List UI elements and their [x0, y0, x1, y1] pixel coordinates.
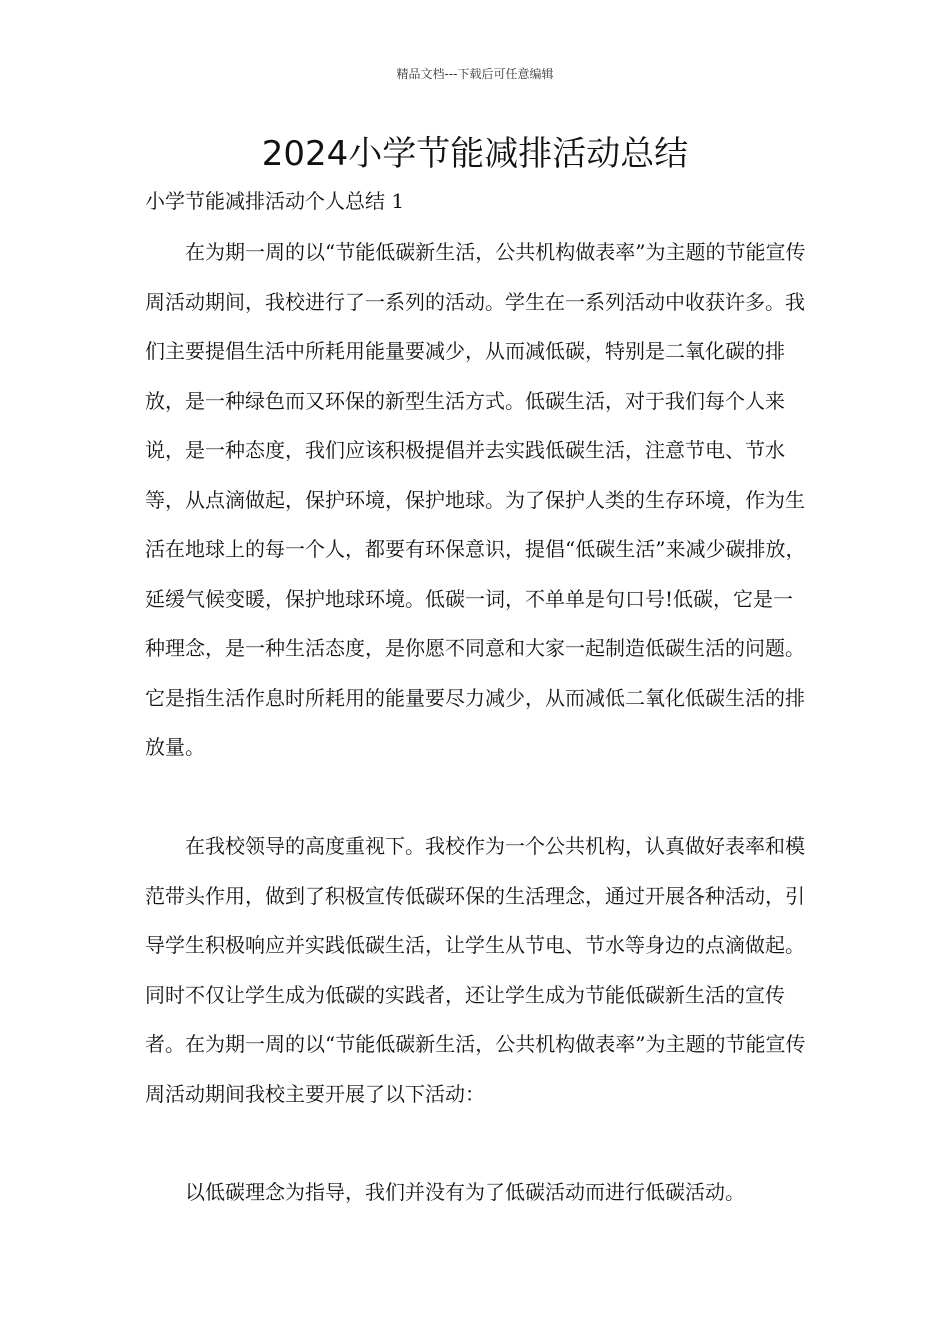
header-note: 精品文档---下载后可任意编辑	[396, 67, 554, 81]
paragraph-2: 在我校领导的高度重视下。我校作为一个公共机构，认真做好表率和模范带头作用，做到了积极宣传低碳环保的生活理念，通过开展各种活动，引导学生积极响应并实践低碳生活，让学生从节电、节水等身边的点滴做起。同时不仅让学生成为低碳的实践者，还让学生成为节能低碳新生活的宣传者。在为期一周的以“节能低碳新生活，公共机构做表率”为主题的节能宣传周活动期间我校主要开展了以下活动：	[145, 834, 806, 1106]
body-text	[145, 228, 807, 773]
section-subtitle: 小学节能减排活动个人总结 1	[145, 189, 405, 213]
paragraph-3: 以低碳理念为指导，我们并没有为了低碳活动而进行低碳活动。	[185, 1180, 745, 1204]
body-text-2	[145, 822, 807, 1119]
document-title: 2024小学节能减排活动总结	[261, 134, 689, 174]
body-text-3	[145, 1168, 807, 1218]
paragraph-1: 在为期一周的以“节能低碳新生活，公共机构做表率”为主题的节能宣传周活动期间，我校进行了一系列的活动。学生在一系列活动中收获许多。我们主要提倡生活中所耗用能量要减少，从而减低碳，特别是二氧化碳的排放，是一种绿色而又环保的新型生活方式。低碳生活，对于我们每个人来说，是一种态度，我们应该积极提倡并去实践低碳生活，注意节电、节水等，从点滴做起，保护环境，保护地球。为了保护人类的生存环境，作为生活在地球上的每一个人，都要有环保意识，提倡“低碳生活”来减少碳排放，延缓气候变暖，保护地球环境。低碳一词，不单单是句口号!低碳，它是一种理念，是一种生活态度，是你愿不同意和大家一起制造低碳生活的问题。它是指生活作息时所耗用的能量要尽力减少，从而减低二氧化低碳生活的排放量。	[145, 240, 806, 759]
